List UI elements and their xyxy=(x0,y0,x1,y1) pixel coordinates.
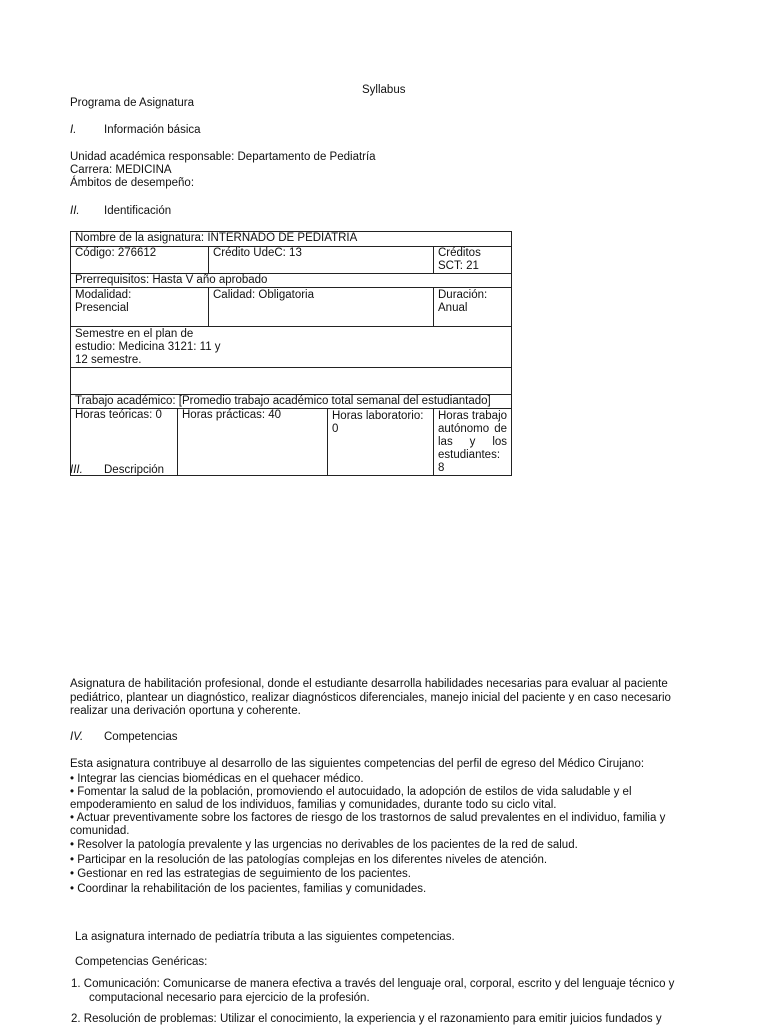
list-item: 1. Comunicación: Comunicarse de manera efectiva a través del lenguaje oral, corporal, escrito y del lenguaje técnico y computacional necesario para ejercicio de la profesión. xyxy=(71,978,675,1004)
section-4-title: Competencias xyxy=(104,731,178,743)
unidad-academica: Unidad académica responsable: Departamento de Pediatría xyxy=(70,151,376,163)
cell-duracion: Duración: Anual xyxy=(434,288,512,327)
section-4-number: IV. xyxy=(70,731,84,743)
cell-credito-udec: Crédito UdeC: 13 xyxy=(209,247,434,274)
competencias-intro: Esta asignatura contribuye al desarrollo de las siguientes competencias del perfil de egreso del Médico Cirujano: xyxy=(70,758,645,770)
cell-calidad: Calidad: Obligatoria xyxy=(209,288,434,327)
identification-table xyxy=(70,231,512,476)
cell-prerrequisitos: Prerrequisitos: Hasta V año aprobado xyxy=(71,274,512,288)
section-2-title: Identificación xyxy=(104,205,172,217)
cell-horas-laboratorio: Horas laboratorio: 0 xyxy=(328,409,434,476)
section-1-number: I. xyxy=(70,124,77,136)
ambitos-desempeno: Ámbitos de desempeño: xyxy=(70,177,195,189)
cell-modalidad: Modalidad: Presencial xyxy=(71,288,209,327)
list-item: 2. Resolución de problemas: Utilizar el conocimiento, la experiencia y el razonamiento para emitir juicios fundados y xyxy=(71,1013,662,1025)
descripcion-text: Asignatura de habilitación profesional, donde el estudiante desarrolla habilidades necesarias para evaluar al paciente pediátrico, plantear un diagnóstico, realizar diagnósticos diferenciales, manejo inicial del paciente y en caso necesario realizar una derivación oportuna y coherente. xyxy=(70,678,671,717)
section-3-number: III. xyxy=(70,464,83,476)
list-item: • Resolver la patología prevalente y las urgencias no derivables de los pacientes de la red de salud. xyxy=(70,839,578,851)
list-item: • Participar en la resolución de las patologías complejas en los diferentes niveles de atención. xyxy=(70,853,548,866)
cell-empty xyxy=(71,368,512,395)
document-title: Syllabus xyxy=(362,84,406,96)
cell-horas-teoricas: Horas teóricas: 0 xyxy=(71,409,178,476)
cell-semestre: Semestre en el plan de estudio: Medicina 3121: 11 y 12 semestre. xyxy=(71,327,512,368)
competencias-list xyxy=(70,757,710,896)
carrera: Carrera: MEDICINA xyxy=(70,164,172,176)
cell-horas-autonomo: Horas trabajo autónomo de las y los estudiantes: 8 xyxy=(434,409,512,476)
cell-trabajo-academico: Trabajo académico: [Promedio trabajo académico total semanal del estudiantado] xyxy=(71,395,512,409)
section-3-title: Descripción xyxy=(104,464,165,476)
competencias-genericas-list xyxy=(71,978,696,1027)
document-subtitle: Programa de Asignatura xyxy=(70,97,195,109)
competencias-genericas-heading: Competencias Genéricas: xyxy=(75,956,208,968)
list-item: • Integrar las ciencias biomédicas en el quehacer médico. xyxy=(70,772,364,785)
cell-codigo: Código: 276612 xyxy=(71,247,209,274)
cell-nombre: Nombre de la asignatura: INTERNADO DE PEDIATRIA xyxy=(71,232,512,247)
list-item: • Fomentar la salud de la población, promoviendo el autocuidado, la adopción de estilos de vida saludable y el empoderamiento en salud de los individuos, familias y comunidades, durante todo su ciclo vital. xyxy=(70,786,632,811)
list-item: • Actuar preventivamente sobre los factores de riesgo de los trastornos de salud prevalentes en el individuo, familia y comunidad. xyxy=(70,812,666,837)
list-item: • Coordinar la rehabilitación de los pacientes, familias y comunidades. xyxy=(70,882,427,895)
section-2-number: II. xyxy=(70,205,80,217)
cell-creditos-sct: Créditos SCT: 21 xyxy=(434,247,512,274)
section-1-title: Información básica xyxy=(104,124,201,136)
cell-horas-practicas: Horas prácticas: 40 xyxy=(178,409,328,476)
tributa-text: La asignatura internado de pediatría tributa a las siguientes competencias. xyxy=(75,931,455,943)
list-item: • Gestionar en red las estrategias de seguimiento de los pacientes. xyxy=(70,868,411,880)
